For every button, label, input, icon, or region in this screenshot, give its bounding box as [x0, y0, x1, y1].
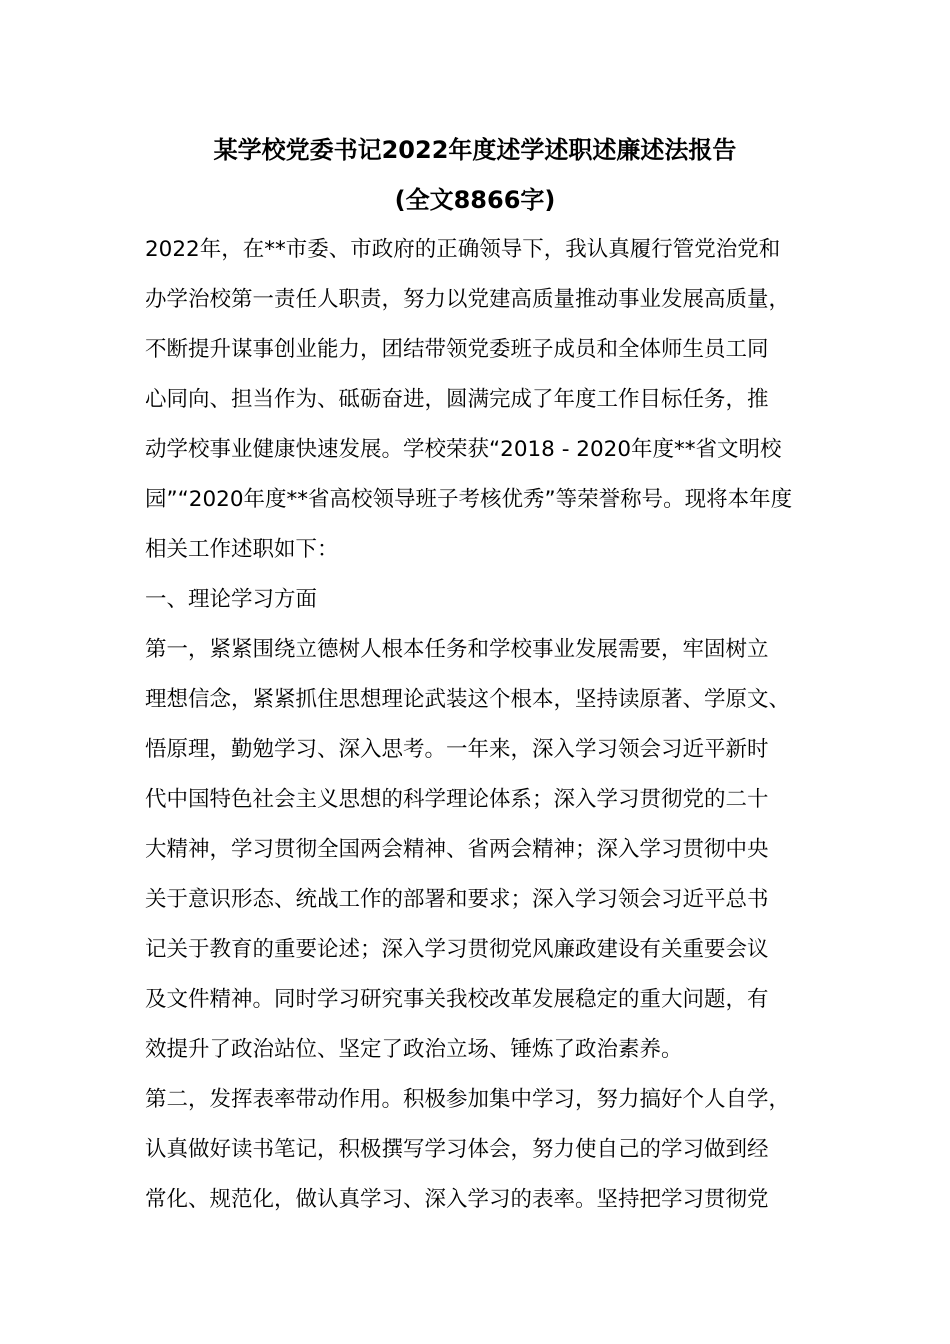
body-line: 第一，紧紧围绕立德树人根本任务和学校事业发展需要，牢固树立 — [145, 637, 769, 662]
body-line: 悟原理，勤勉学习、深入思考。一年来，深入学习领会习近平新时 — [145, 737, 769, 762]
body-line: 动学校事业健康快速发展。学校荣获“2018 - 2020年度**省文明校 — [145, 437, 782, 462]
body-line: 不断提升谋事创业能力，团结带领党委班子成员和全体师生员工同 — [145, 337, 769, 362]
body-line: 代中国特色社会主义思想的科学理论体系；深入学习贯彻党的二十 — [145, 787, 769, 812]
body-line: 相关工作述职如下： — [145, 537, 339, 562]
body-line: 心同向、担当作为、砥砺奋进，圆满完成了年度工作目标任务，推 — [145, 387, 769, 412]
body-line: 园”“2020年度**省高校领导班子考核优秀”等荣誉称号。现将本年度 — [145, 487, 793, 512]
document-subtitle: (全文8866字) — [394, 186, 556, 214]
body-line: 效提升了政治站位、坚定了政治立场、锤炼了政治素养。 — [145, 1037, 683, 1062]
body-line: 认真做好读书笔记，积极撰写学习体会，努力使自己的学习做到经 — [145, 1137, 769, 1162]
body-line: 常化、规范化，做认真学习、深入学习的表率。坚持把学习贯彻党 — [145, 1187, 769, 1212]
body-line: 办学治校第一责任人职责，努力以党建高质量推动事业发展高质量， — [145, 287, 791, 312]
document-title: 某学校党委书记2022年度述学述职述廉述法报告 — [213, 136, 737, 164]
body-line: 大精神，学习贯彻全国两会精神、省两会精神；深入学习贯彻中央 — [145, 837, 769, 862]
section-heading: 一、理论学习方面 — [145, 587, 318, 612]
body-line: 理想信念，紧紧抓住思想理论武装这个根本，坚持读原著、学原文、 — [145, 687, 791, 712]
body-line: 及文件精神。同时学习研究事关我校改革发展稳定的重大问题，有 — [145, 987, 769, 1012]
body-line: 关于意识形态、统战工作的部署和要求；深入学习领会习近平总书 — [145, 887, 769, 912]
body-line: 2022年，在**市委、市政府的正确领导下，我认真履行管党治党和 — [145, 237, 781, 262]
body-line: 第二，发挥表率带动作用。积极参加集中学习，努力搞好个人自学， — [145, 1087, 791, 1112]
body-line: 记关于教育的重要论述；深入学习贯彻党风廉政建设有关重要会议 — [145, 937, 769, 962]
